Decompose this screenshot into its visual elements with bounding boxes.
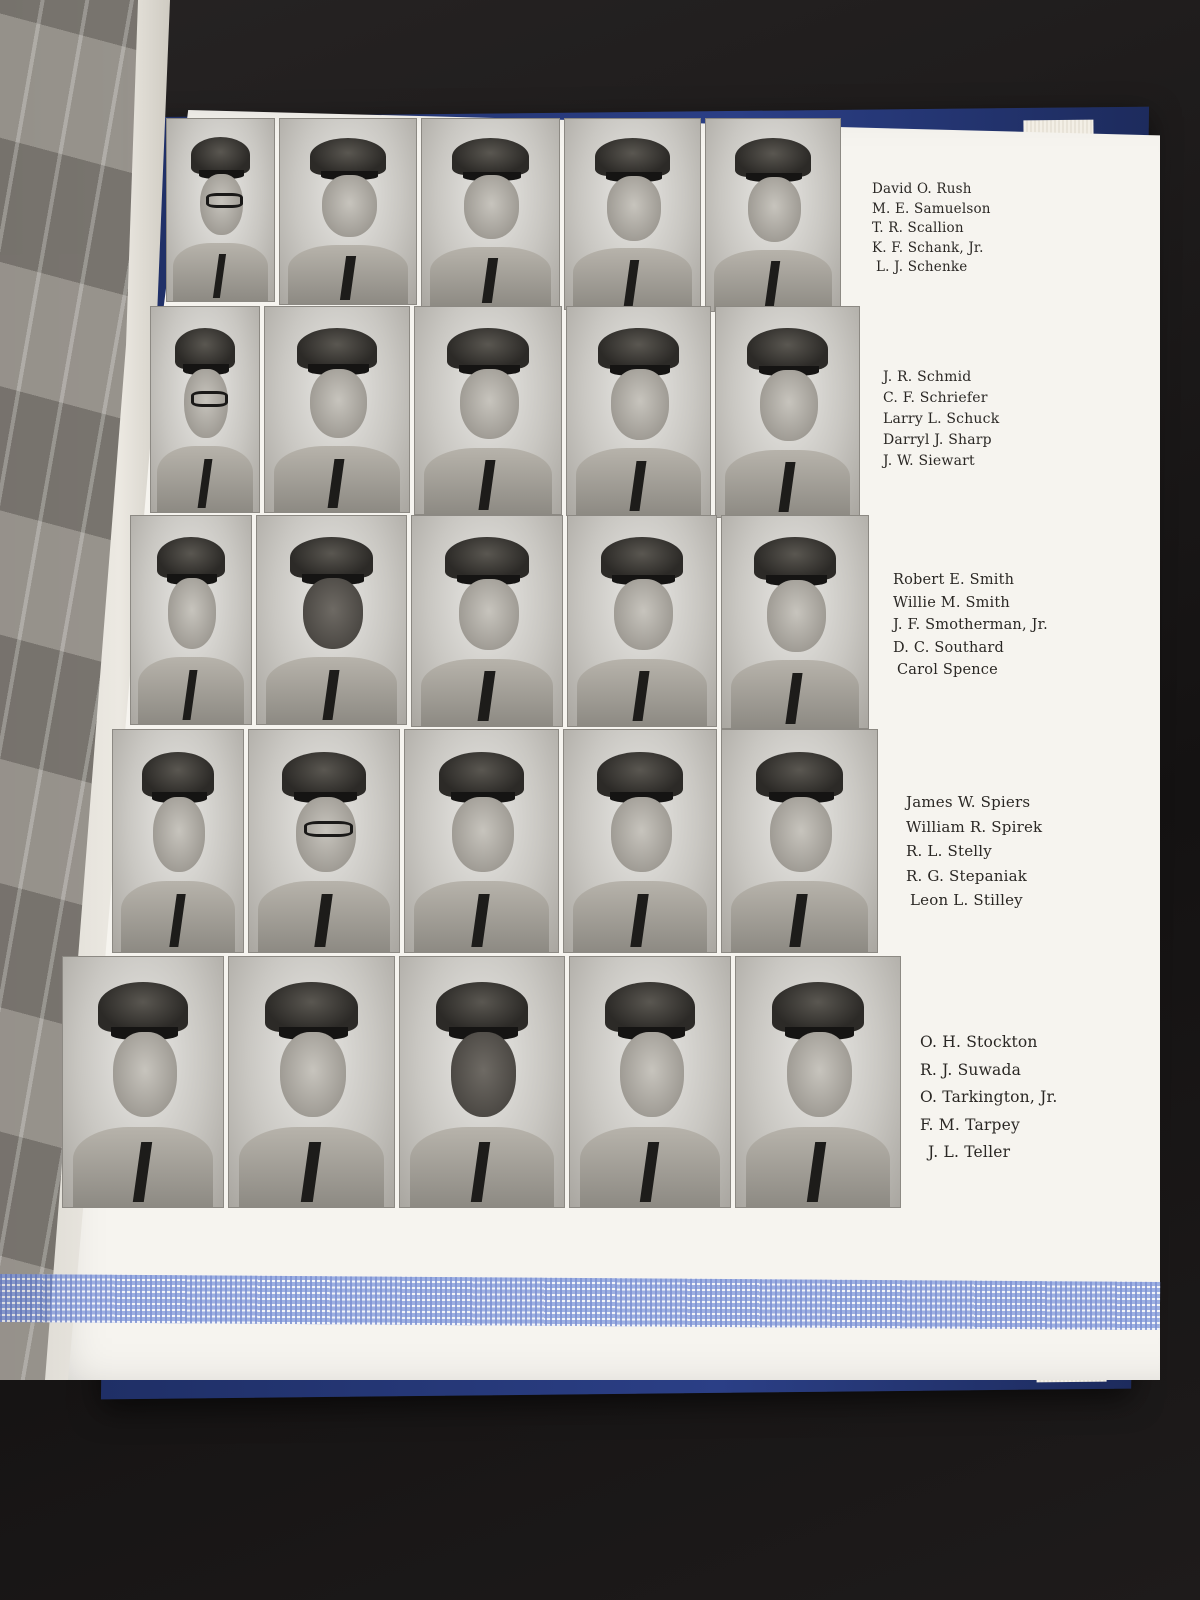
portrait-photo	[130, 515, 252, 725]
photo-row-2	[150, 306, 860, 518]
portrait-photo	[735, 956, 901, 1208]
portrait-photo	[279, 118, 417, 305]
photo-row-5	[62, 956, 901, 1208]
name-label: R. J. Suwada	[920, 1060, 1022, 1079]
portrait-photo	[566, 306, 711, 516]
name-list-row-5	[920, 1029, 1058, 1167]
portrait-photo	[256, 515, 407, 725]
name-label: M. E. Samuelson	[872, 200, 991, 217]
name-label: K. F. Schank, Jr.	[872, 239, 984, 256]
name-label: J. L. Teller	[928, 1143, 1011, 1161]
portrait-photo	[62, 956, 224, 1208]
portrait-photo	[112, 729, 244, 953]
portrait-photo	[411, 515, 563, 727]
name-label: Robert E. Smith	[893, 572, 1015, 588]
name-label: R. G. Stepaniak	[906, 866, 1028, 885]
name-label: T. R. Scallion	[872, 220, 964, 236]
name-label: David O. Rush	[872, 181, 972, 197]
name-list-row-2	[883, 367, 999, 472]
name-label: Carol Spence	[897, 662, 998, 678]
name-label: F. M. Tarpey	[920, 1115, 1020, 1134]
photo-row-4	[112, 729, 878, 953]
name-label: C. F. Schriefer	[883, 390, 988, 406]
name-list-row-1	[872, 180, 991, 278]
portrait-photo	[721, 515, 869, 729]
portrait-photo	[414, 306, 562, 515]
name-label: R. L. Stelly	[906, 842, 992, 860]
portrait-photo	[248, 729, 400, 953]
portrait-photo	[721, 729, 878, 953]
portrait-photo	[715, 306, 860, 518]
name-label: James W. Spiers	[906, 793, 1031, 811]
portrait-photo	[150, 306, 260, 513]
name-label: J. W. Siewart	[883, 453, 975, 469]
portrait-photo	[228, 956, 395, 1208]
name-label: L. J. Schenke	[876, 259, 968, 275]
portrait-photo	[569, 956, 731, 1208]
photo-row-3	[130, 515, 869, 729]
name-label: Willie M. Smith	[893, 594, 1010, 611]
decorative-border	[0, 1274, 1160, 1330]
portrait-photo	[567, 515, 717, 727]
portrait-photo	[404, 729, 559, 953]
name-label: Leon L. Stilley	[910, 891, 1023, 909]
name-list-row-4	[906, 790, 1042, 913]
portrait-photo	[564, 118, 701, 310]
name-label: O. Tarkington, Jr.	[920, 1088, 1058, 1106]
portrait-photo	[421, 118, 560, 308]
name-label: D. C. Southard	[893, 639, 1004, 656]
name-label: Larry L. Schuck	[883, 411, 1000, 427]
name-label: William R. Spirek	[906, 817, 1043, 836]
name-list-row-3	[893, 569, 1048, 682]
name-label: Darryl J. Sharp	[883, 432, 992, 448]
name-label: J. R. Schmid	[883, 369, 972, 385]
portrait-photo	[166, 118, 275, 302]
name-label: J. F. Smotherman, Jr.	[893, 617, 1048, 633]
portrait-photo	[563, 729, 717, 953]
portrait-photo	[705, 118, 841, 312]
portrait-photo	[399, 956, 565, 1208]
name-label: O. H. Stockton	[920, 1033, 1038, 1051]
photo-row-1	[166, 118, 841, 312]
portrait-photo	[264, 306, 410, 513]
